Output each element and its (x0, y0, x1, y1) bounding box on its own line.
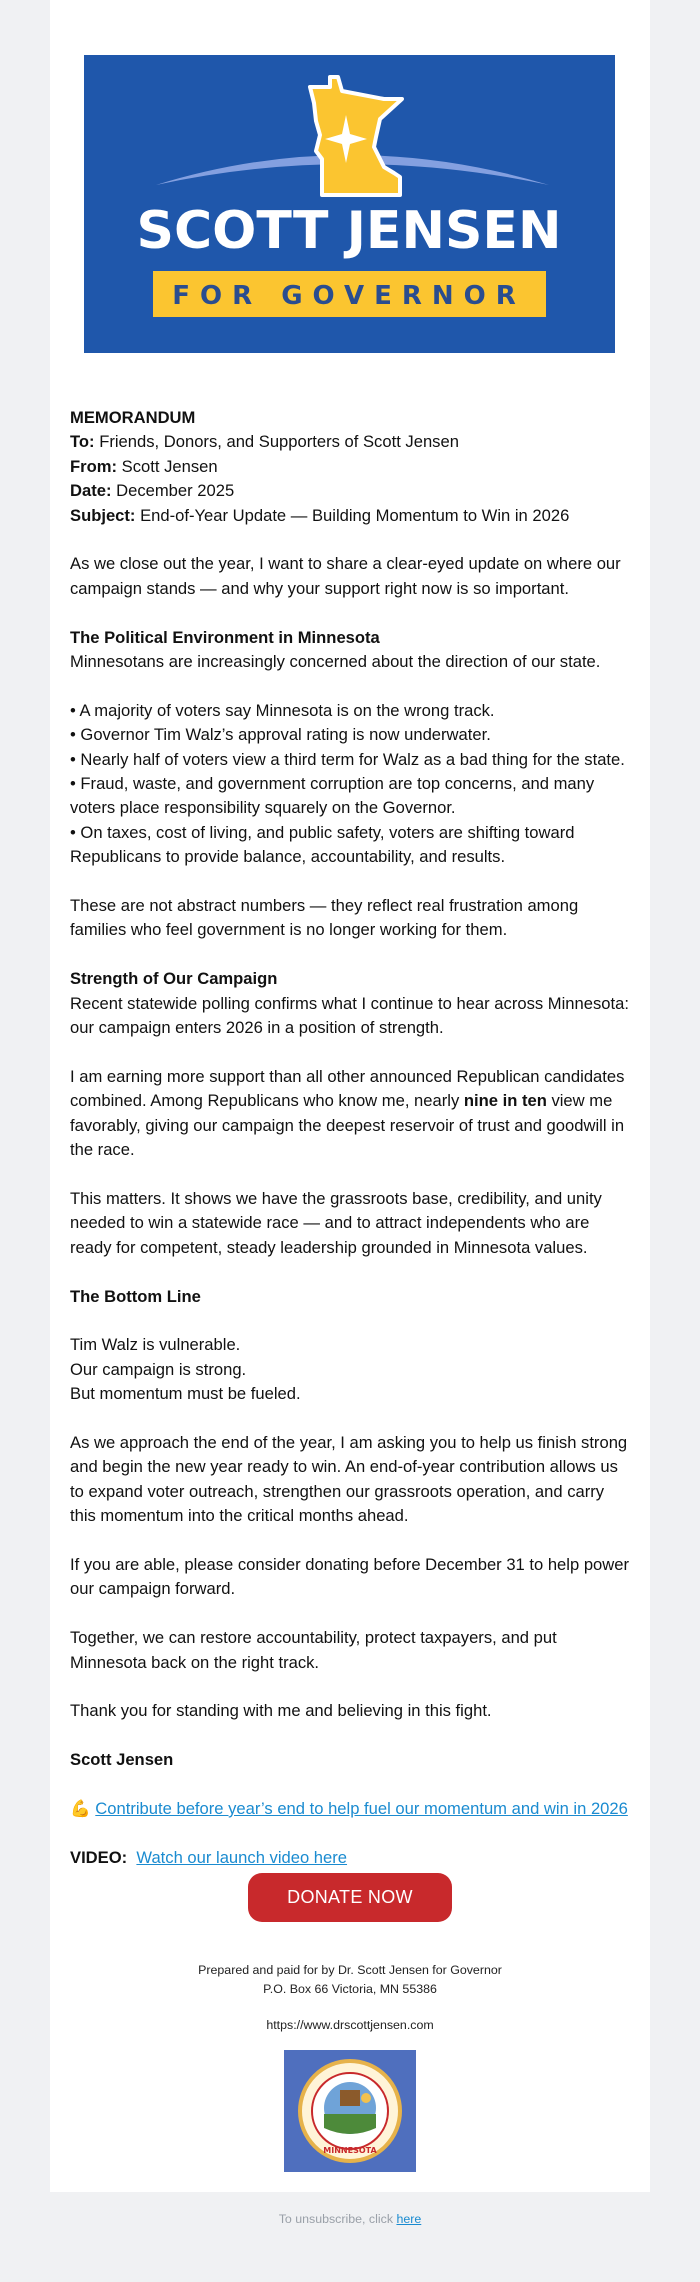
unsubscribe-link[interactable]: here (396, 2212, 422, 2226)
bottom-line-heading: The Bottom Line (70, 1286, 201, 1306)
banner-tagline: FOR GOVERNOR (172, 281, 526, 311)
bullet-item: • Nearly half of voters view a third term for Walz as a bad thing for the state. (70, 749, 625, 769)
memo-from: From: Scott Jensen (70, 456, 218, 476)
unsubscribe-line: To unsubscribe, click here (278, 2212, 422, 2226)
donate-paragraph: If you are able, please consider donating before December 31 to help power our campaign forward. (70, 1554, 630, 1599)
minnesota-seal (284, 2050, 416, 2172)
memo-to: To: Friends, Donors, and Supporters of Scott Jensen (70, 432, 459, 452)
bottom-line-2: Our campaign is strong. (70, 1359, 247, 1379)
donate-now-button[interactable]: DONATE NOW (248, 1873, 452, 1922)
political-intro: Minnesotans are increasingly concerned about the direction of our state. (70, 652, 601, 672)
footer-address: P.O. Box 66 Victoria, MN 55386 (263, 1982, 437, 1996)
state-seal-icon (284, 2050, 416, 2172)
support-paragraph: I am earning more support than all other announced Republican candidates combined. Among Republicans who know me, nearly nine in ten view me favorably, giving our campaign the deepest reservoir of trust and goodwill in the race. (70, 1066, 625, 1160)
signature: Scott Jensen (70, 1750, 174, 1770)
campaign-banner (84, 55, 615, 353)
intro-paragraph: As we close out the year, I want to share a clear-eyed update on where our campaign stands — and why your support right now is so important. (70, 554, 621, 598)
together-paragraph: Together, we can restore accountability, protect taxpayers, and put Minnesota back on the right track. (70, 1628, 557, 1672)
memo-heading: MEMORANDUM (70, 408, 196, 427)
banner-name: SCOTT JENSEN (136, 201, 562, 261)
bullet-item: • Governor Tim Walz’s approval rating is now underwater. (70, 725, 491, 745)
contribute-line (70, 1797, 630, 1821)
bullet-item: • A majority of voters say Minnesota is on the wrong track. (70, 700, 495, 720)
footer-website: https://www.drscottjensen.com (266, 2018, 434, 2032)
numbers-paragraph: These are not abstract numbers — they reflect real frustration among families who feel government is no longer working for them. (70, 896, 579, 940)
strength-intro: Recent statewide polling confirms what I continue to hear across Minnesota: our campaign enters 2026 in a position of strength. (70, 993, 629, 1038)
thanks-paragraph: Thank you for standing with me and believing in this fight. (70, 1701, 492, 1721)
bottom-line-1: Tim Walz is vulnerable. (70, 1335, 241, 1355)
campaign-logo (84, 55, 615, 353)
video-line (70, 1846, 630, 1870)
video-label: VIDEO: (70, 1847, 128, 1867)
video-link[interactable]: Watch our launch video here (136, 1847, 348, 1867)
political-heading: The Political Environment in Minnesota (70, 627, 380, 647)
bullet-item: • Fraud, waste, and government corruption are top concerns, and many voters place responsibility squarely on the Governor. (70, 774, 595, 818)
bottom-line-3: But momentum must be fueled. (70, 1384, 301, 1404)
memo-date: Date: December 2025 (70, 481, 235, 501)
ask-paragraph: As we approach the end of the year, I am asking you to help us finish strong and begin the new year ready to win. An end-of-year contribution allows us to expand voter outreach, strengthen our grassroots operation, and carry this momentum into the critical months ahead. (70, 1432, 628, 1526)
flexed-bicep-icon: 💪 (70, 1798, 91, 1818)
strength-heading: Strength of Our Campaign (70, 969, 278, 989)
memo-subject: Subject: End-of-Year Update — Building Momentum to Win in 2026 (70, 505, 570, 525)
contribute-link[interactable]: Contribute before year’s end to help fuel our momentum and win in 2026 (95, 1798, 628, 1818)
seal-text: MINNESOTA (323, 2146, 377, 2155)
email-card (50, 0, 650, 2192)
matters-paragraph: This matters. It shows we have the grassroots base, credibility, and unity needed to win a statewide race — and to attract independents who are ready for competent, steady leadership grounded in Minnesota values. (70, 1188, 602, 1257)
footer-paid-line: Prepared and paid for by Dr. Scott Jensen for Governor (198, 1963, 502, 1977)
bullet-item: • On taxes, cost of living, and public safety, voters are shifting toward Republicans to provide balance, accountability, and results. (70, 822, 575, 867)
memo-body (70, 406, 630, 1870)
